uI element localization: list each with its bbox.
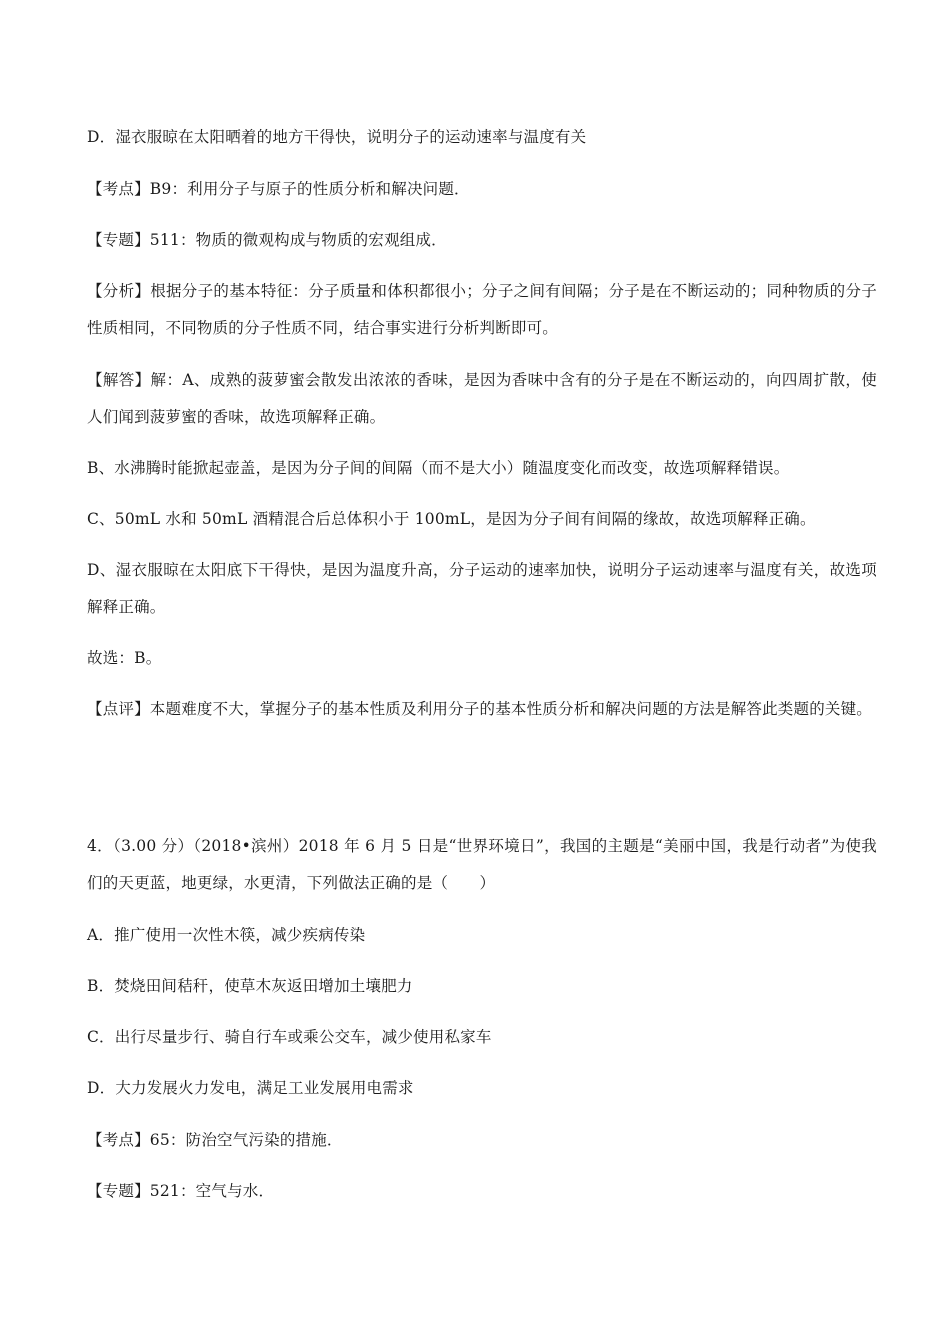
prev-option-d: D．湿衣服晾在太阳晒着的地方干得快，说明分子的运动速率与温度有关 (87, 128, 587, 146)
q4-zhuanti: 【专题】521：空气与水． (87, 1182, 275, 1200)
q4-option-c: C．出行尽量步行、骑自行车或乘公交车，减少使用私家车 (87, 1028, 492, 1046)
prev-kaodian: 【考点】B9：利用分子与原子的性质分析和解决问题． (87, 180, 470, 198)
prev-jieda-c: C、50mL 水和 50mL 酒精混合后总体积小于 100mL，是因为分子间有间隔的缘故，故选项解释正确。 (87, 510, 816, 528)
prev-jieda: 【解答】解：A、成熟的菠萝蜜会散发出浓浓的香味，是因为香味中含有的分子是在不断运动的，向四周扩散，使人们闻到菠萝蜜的香味，故选项解释正确。 (87, 371, 877, 426)
q4-kaodian: 【考点】65：防治空气污染的措施． (87, 1131, 343, 1149)
q4-stem: 4．（3.00 分）（2018•滨州）2018 年 6 月 5 日是“世界环境日”，我国的主题是“美丽中国，我是行动者”为使我们的天更蓝，地更绿，水更清，下列做法正确的是（ ） (87, 837, 877, 892)
prev-dianping: 【点评】本题难度不大，掌握分子的基本性质及利用分子的基本性质分析和解决问题的方法是解答此类题的关键。 (87, 700, 873, 718)
q4-option-a: A．推广使用一次性木筷，减少疾病传染 (87, 926, 366, 944)
prev-jieda-b: B、水沸腾时能掀起壶盖，是因为分子间的间隔（而不是大小）随温度变化而改变，故选项解释错误。 (87, 459, 790, 477)
prev-fenxi: 【分析】根据分子的基本特征：分子质量和体积都很小；分子之间有间隔；分子是在不断运动的；同种物质的分子性质相同，不同物质的分子性质不同，结合事实进行分析判断即可。 (87, 282, 877, 337)
prev-jieda-d: D、湿衣服晾在太阳底下干得快，是因为温度升高，分子运动的速率加快，说明分子运动速率与温度有关，故选项解释正确。 (87, 561, 877, 616)
q4-option-d: D．大力发展火力发电，满足工业发展用电需求 (87, 1079, 414, 1097)
q4-option-b: B．焚烧田间秸秆，使草木灰返田增加土壤肥力 (87, 977, 413, 995)
prev-answer: 故选：B。 (87, 649, 162, 667)
prev-zhuanti: 【专题】511：物质的微观构成与物质的宏观组成． (87, 231, 447, 249)
